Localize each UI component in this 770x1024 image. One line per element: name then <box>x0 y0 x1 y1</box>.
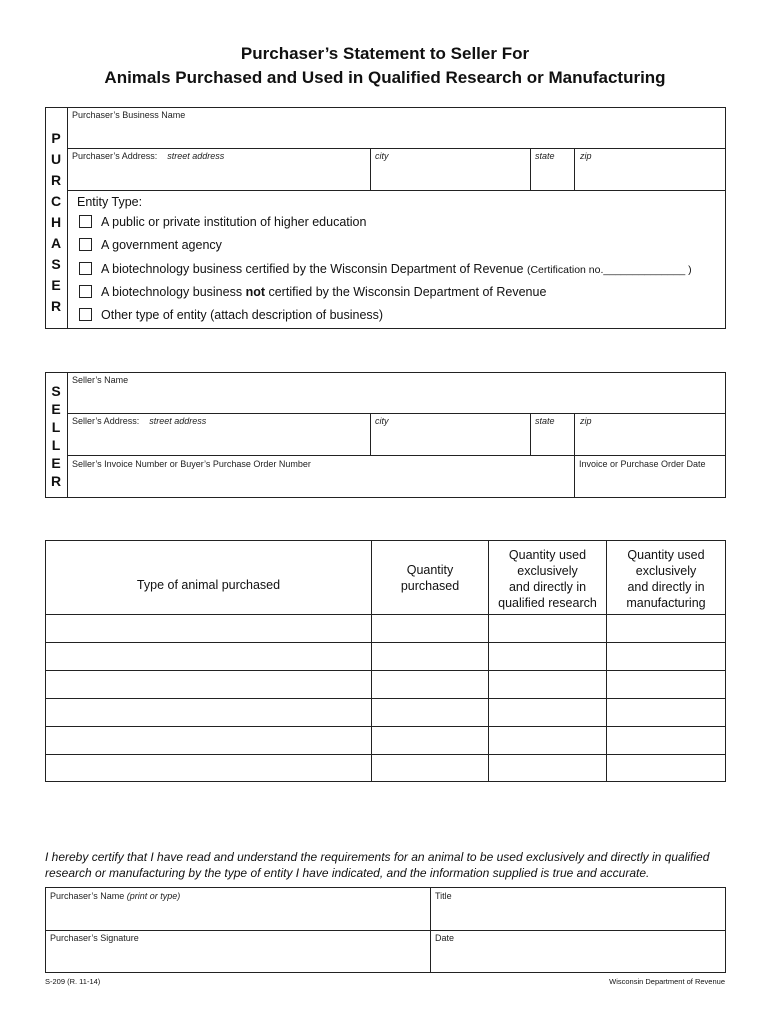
seller-state-label: state <box>535 416 555 426</box>
seller-name-label: Seller’s Name <box>72 375 129 385</box>
column-header-qualified-research: Quantity used exclusively and directly in qualified research <box>498 548 597 610</box>
seller-zip-field[interactable] <box>575 414 725 454</box>
purchaser-signature-field[interactable] <box>46 931 429 972</box>
purchaser-name-label: Purchaser’s Name (print or type) <box>50 891 181 901</box>
purchaser-side-label: P U R C H A S E R <box>50 130 62 314</box>
form-id: S-209 (R. 11-14) <box>45 977 101 986</box>
seller-date-field[interactable] <box>575 456 725 497</box>
seller-street-field[interactable] <box>68 414 369 454</box>
seller-date-label: Invoice or Purchase Order Date <box>579 459 706 469</box>
entity-option-other-checkbox[interactable] <box>79 308 92 321</box>
entity-option-government-label: A government agency <box>101 238 222 252</box>
seller-name-field[interactable] <box>68 373 725 412</box>
entity-option-biotech-not-certified-label: A biotechnology business not certified by the Wisconsin Department of Revenue <box>101 285 547 299</box>
purchaser-address-label: Purchaser’s Address: street address <box>72 151 225 161</box>
purchaser-name-field[interactable] <box>46 888 429 929</box>
date-field[interactable] <box>431 931 725 972</box>
purchaser-zip-label: zip <box>580 151 592 161</box>
entity-option-biotech-certified-checkbox[interactable] <box>79 262 92 275</box>
table-row[interactable] <box>46 671 725 698</box>
form-title-line2: Animals Purchased and Used in Qualified Research or Manufacturing <box>104 68 666 87</box>
certification-number-field[interactable]: (Certification no.______________ ) <box>526 264 692 276</box>
entity-option-other-label: Other type of entity (attach description of business) <box>101 308 384 322</box>
purchaser-state-label: state <box>535 151 555 161</box>
entity-option-government-checkbox[interactable] <box>79 238 92 251</box>
purchaser-state-field[interactable] <box>531 149 573 189</box>
seller-state-field[interactable] <box>531 414 573 454</box>
certification-statement: I hereby certify that I have read and understand the requirements for an animal to be used exclusively and directly in qualified research or manufacturing by the type of entity I have indicated, and the information supplied is true and accurate. <box>45 850 710 880</box>
purchaser-business-name-label: Purchaser’s Business Name <box>72 110 186 120</box>
seller-invoice-field[interactable] <box>68 456 573 497</box>
form-title-line1: Purchaser’s Statement to Seller For <box>240 44 530 63</box>
column-header-manufacturing: Quantity used exclusively and directly in manufacturing <box>626 548 706 610</box>
purchaser-city-field[interactable] <box>371 149 529 189</box>
seller-invoice-label: Seller’s Invoice Number or Buyer’s Purchase Order Number <box>72 459 311 469</box>
agency-name: Wisconsin Department of Revenue <box>609 977 725 986</box>
entity-option-biotech-not-certified-checkbox[interactable] <box>79 285 92 298</box>
purchaser-signature-label: Purchaser’s Signature <box>50 933 139 943</box>
seller-city-field[interactable] <box>371 414 529 454</box>
entity-option-higher-education-label: A public or private institution of higher education <box>101 215 367 229</box>
title-label: Title <box>435 891 452 901</box>
table-row[interactable] <box>46 643 725 670</box>
table-row[interactable] <box>46 755 725 781</box>
purchaser-zip-field[interactable] <box>575 149 725 189</box>
purchaser-city-label: city <box>375 151 389 161</box>
entity-type-label: Entity Type: <box>77 195 143 209</box>
entity-option-higher-education-checkbox[interactable] <box>79 215 92 228</box>
title-field[interactable] <box>431 888 725 929</box>
column-header-quantity-purchased: Quantity purchased <box>400 563 460 593</box>
column-header-animal-type: Type of animal purchased <box>136 578 281 592</box>
seller-side-label: S E L L E R <box>50 383 62 489</box>
table-row[interactable] <box>46 699 725 726</box>
purchaser-street-field[interactable] <box>68 149 369 189</box>
seller-zip-label: zip <box>580 416 592 426</box>
seller-address-label: Seller’s Address: street address <box>72 416 207 426</box>
entity-option-biotech-certified-label: A biotechnology business certified by the Wisconsin Department of Revenue (Certification no.______________ ) <box>101 262 692 276</box>
table-row[interactable] <box>46 615 725 642</box>
table-row[interactable] <box>46 727 725 754</box>
date-label: Date <box>435 933 455 943</box>
seller-city-label: city <box>375 416 389 426</box>
